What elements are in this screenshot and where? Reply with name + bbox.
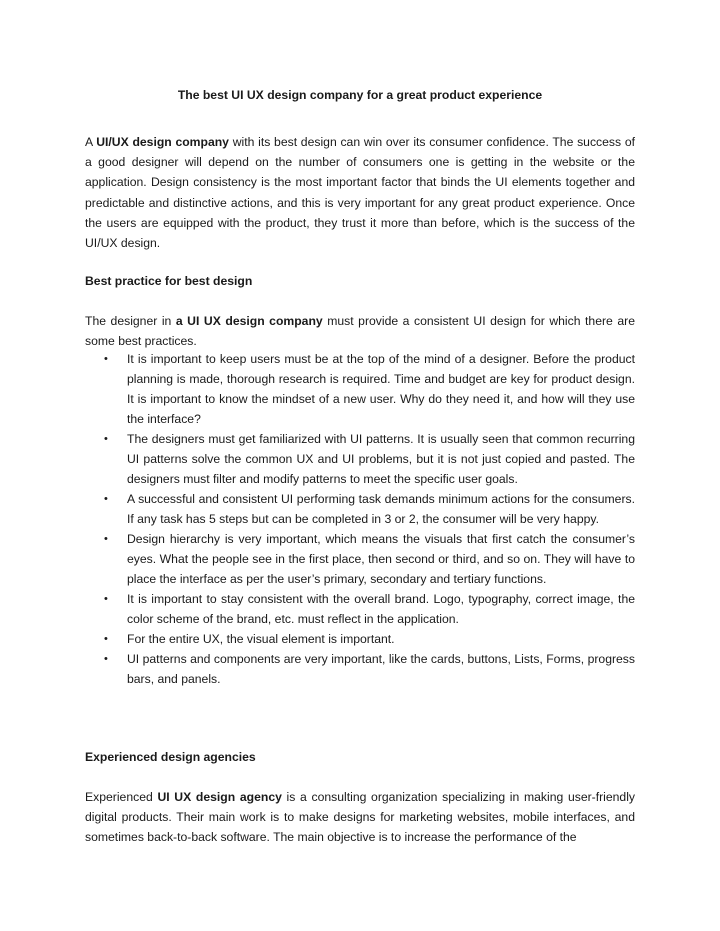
- bullet-icon: •: [104, 593, 108, 605]
- intro-bold-link-text: UI/UX design company: [96, 135, 229, 149]
- document-title: The best UI UX design company for a great product experience: [177, 88, 543, 102]
- intro-prefix: A: [85, 135, 97, 149]
- list-item-text: The designers must get familiarized with UI patterns. It is usually seen that common recurring UI patterns solve the common UX and UI problems, but it is not just copied and pasted. The designers must filter and modify patterns to meet the specific user goals.: [127, 432, 635, 486]
- list-item: [85, 629, 635, 649]
- list-item: [85, 489, 635, 529]
- list-item-text: A successful and consistent UI performing task demands minimum actions for the consumers. If any task has 5 steps but can be completed in 3 or 2, the consumer will be very happy.: [127, 492, 635, 526]
- list-item-text: It is important to keep users must be at the top of the mind of a designer. Before the product planning is made, thorough research is required. Time and budget are key for product design. It is important to know the mindset of a new user. Why do they need it, and how will they use the interface?: [127, 352, 635, 426]
- list-item-text: Design hierarchy is very important, which means the visuals that first catch the consumer’s eyes. What the people see in the first place, then second or third, and so on. They will have to place the interface as per the user’s primary, secondary and tertiary functions.: [127, 532, 635, 586]
- list-item: [85, 349, 635, 429]
- bullet-icon: •: [104, 653, 108, 665]
- bullet-icon: •: [104, 633, 108, 645]
- section2-lead-prefix: Experienced: [85, 790, 158, 804]
- bullet-icon: •: [104, 493, 108, 505]
- best-practice-list: [85, 349, 635, 689]
- section2-heading: Experienced design agencies: [85, 750, 256, 764]
- section1-lead-text: must provide a consistent UI design for which there are some best practices.: [85, 314, 635, 349]
- intro-paragraph: [85, 132, 635, 253]
- bullet-icon: •: [104, 353, 108, 365]
- bullet-icon: •: [104, 533, 108, 545]
- list-item-text: For the entire UX, the visual element is important.: [127, 632, 395, 646]
- intro-text: with its best design can win over its consumer confidence. The success of a good designer will depend on the number of consumers one is getting in the website or the application. Design consistency is the most important factor that binds the UI elements together and predictable and distinctive actions, and this is very important for any great product experience. Once the users are equipped with the product, they trust it more than before, which is the success of the UI/UX design.: [85, 135, 636, 251]
- section2-lead-bold: UI UX design agency: [157, 790, 282, 804]
- section1-lead-prefix: The designer in: [85, 314, 176, 328]
- section2-lead-paragraph: [85, 787, 635, 848]
- list-item: [85, 649, 635, 689]
- bullet-icon: •: [104, 433, 108, 445]
- list-item-text: UI patterns and components are very important, like the cards, buttons, Lists, Forms, progress bars, and panels.: [127, 652, 635, 686]
- section2-lead-text: is a consulting organization specializing in making user-friendly digital products. Their main work is to make designs for marketing websites, mobile interfaces, and sometimes back-to-back software. The main objective is to increase the performance of the: [85, 790, 635, 845]
- section1-lead-paragraph: [85, 311, 635, 351]
- list-item-text: It is important to stay consistent with the overall brand. Logo, typography, correct image, the color scheme of the brand, etc. must reflect in the application.: [127, 592, 635, 626]
- list-item: [85, 589, 635, 629]
- section1-lead-bold: a UI UX design company: [175, 314, 323, 328]
- list-item: [85, 529, 635, 589]
- list-item: [85, 429, 635, 489]
- section1-heading: Best practice for best design: [85, 274, 253, 288]
